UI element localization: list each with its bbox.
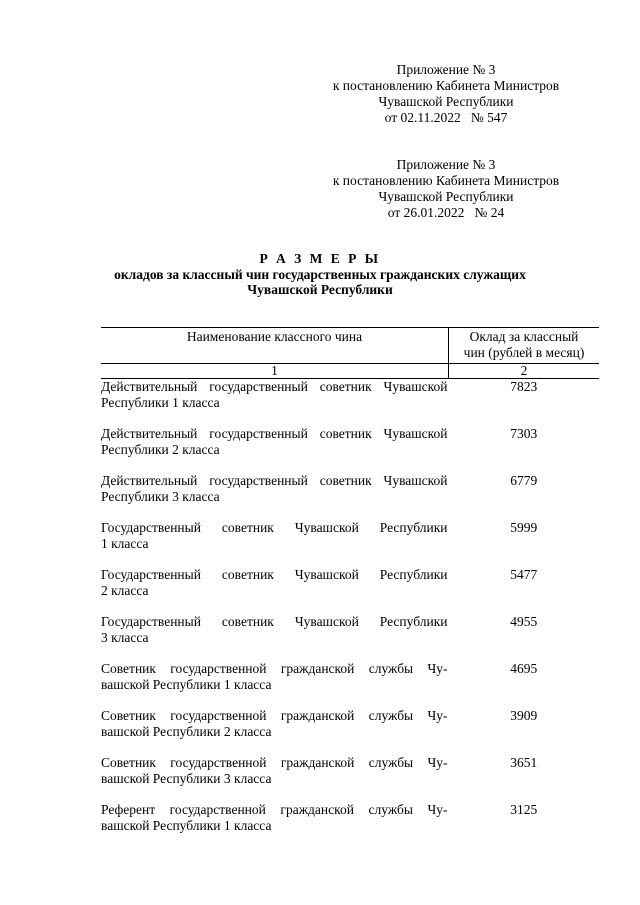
rank-name-cell xyxy=(101,614,449,661)
rank-name-line2: Республики 3 класса xyxy=(101,489,220,504)
rank-name-line2: Республики 1 класса xyxy=(101,395,220,410)
rank-name-line1: Советник государственной гражданской службы Чу- xyxy=(101,708,448,723)
salary-value-cell: 3125 xyxy=(510,802,538,817)
table-header-row xyxy=(101,328,599,364)
rank-name-line1: Действительный государственный советник Чувашской xyxy=(101,473,448,488)
column-number-2: 2 xyxy=(449,364,600,379)
salary-value-cell: 5477 xyxy=(510,567,538,582)
salary-value-cell: 7823 xyxy=(510,379,538,394)
table-row xyxy=(101,708,599,755)
header-salary xyxy=(449,328,600,364)
title-heading: Р А З М Е Р Ы xyxy=(259,251,381,266)
rank-name-line1: Государственный советник Чувашской Республики xyxy=(101,567,448,582)
rank-name-line2: вашской Республики 2 класса xyxy=(101,724,272,739)
header-rank-name: Наименование классного чина xyxy=(101,328,449,364)
header-salary-line1: Оклад за классный xyxy=(469,329,579,344)
column-number-row xyxy=(101,364,599,379)
appendix-note-1 xyxy=(296,62,596,126)
table-row xyxy=(101,379,599,427)
rank-name-cell xyxy=(101,802,449,849)
salary-value-cell: 3909 xyxy=(510,708,538,723)
rank-name-cell xyxy=(101,379,449,427)
rank-name-line2: вашской Республики 1 класса xyxy=(101,677,272,692)
salary-table xyxy=(101,327,599,849)
title-subheading: окладов за классный чин государственных гражданских служащих xyxy=(114,266,526,282)
column-number-1: 1 xyxy=(101,364,449,379)
table-row xyxy=(101,473,599,520)
rank-name-cell xyxy=(101,520,449,567)
appendix-number: Приложение № 3 xyxy=(396,157,496,172)
appendix-date-number: от 02.11.2022 № 547 xyxy=(384,110,508,125)
appendix-republic: Чувашской Республики xyxy=(378,189,514,204)
salary-value-cell: 6779 xyxy=(510,473,538,488)
rank-name-line1: Референт государственной гражданской службы Чу- xyxy=(101,802,448,817)
rank-name-line2: 3 класса xyxy=(101,630,149,645)
table-row xyxy=(101,426,599,473)
rank-name-cell xyxy=(101,708,449,755)
rank-name-line1: Советник государственной гражданской службы Чу- xyxy=(101,661,448,676)
appendix-number: Приложение № 3 xyxy=(396,62,496,77)
appendix-note-2 xyxy=(296,157,596,221)
rank-name-cell xyxy=(101,755,449,802)
appendix-resolution: к постановлению Кабинета Министров xyxy=(332,173,560,188)
rank-name-cell xyxy=(101,567,449,614)
rank-name-line2: вашской Республики 3 класса xyxy=(101,771,272,786)
appendix-republic: Чувашской Республики xyxy=(378,94,514,109)
title-republic: Чувашской Республики xyxy=(247,282,393,297)
table-row xyxy=(101,520,599,567)
table-row xyxy=(101,614,599,661)
rank-name-line2: 1 класса xyxy=(101,536,149,551)
rank-name-line2: Республики 2 класса xyxy=(101,442,220,457)
rank-name-line2: 2 класса xyxy=(101,583,149,598)
table-row xyxy=(101,755,599,802)
rank-name-line1: Государственный советник Чувашской Республики xyxy=(101,614,448,629)
rank-name-cell xyxy=(101,426,449,473)
salary-value-cell: 4955 xyxy=(510,614,538,629)
table-row xyxy=(101,802,599,849)
rank-name-line1: Советник государственной гражданской службы Чу- xyxy=(101,755,448,770)
table-row xyxy=(101,661,599,708)
salary-value-cell: 3651 xyxy=(510,755,538,770)
salary-value-cell: 5999 xyxy=(510,520,538,535)
rank-name-cell xyxy=(101,661,449,708)
document-title xyxy=(0,251,640,298)
header-salary-line2: чин (рублей в месяц) xyxy=(463,345,585,360)
table-row xyxy=(101,567,599,614)
rank-name-line1: Государственный советник Чувашской Республики xyxy=(101,520,448,535)
rank-name-line2: вашской Республики 1 класса xyxy=(101,818,272,833)
salary-value-cell: 4695 xyxy=(510,661,538,676)
appendix-resolution: к постановлению Кабинета Министров xyxy=(332,78,560,93)
appendix-date-number: от 26.01.2022 № 24 xyxy=(387,205,505,220)
table-body xyxy=(101,379,599,850)
rank-name-line1: Действительный государственный советник Чувашской xyxy=(101,426,448,441)
rank-name-cell xyxy=(101,473,449,520)
salary-value-cell: 7303 xyxy=(510,426,538,441)
rank-name-line1: Действительный государственный советник Чувашской xyxy=(101,379,448,394)
